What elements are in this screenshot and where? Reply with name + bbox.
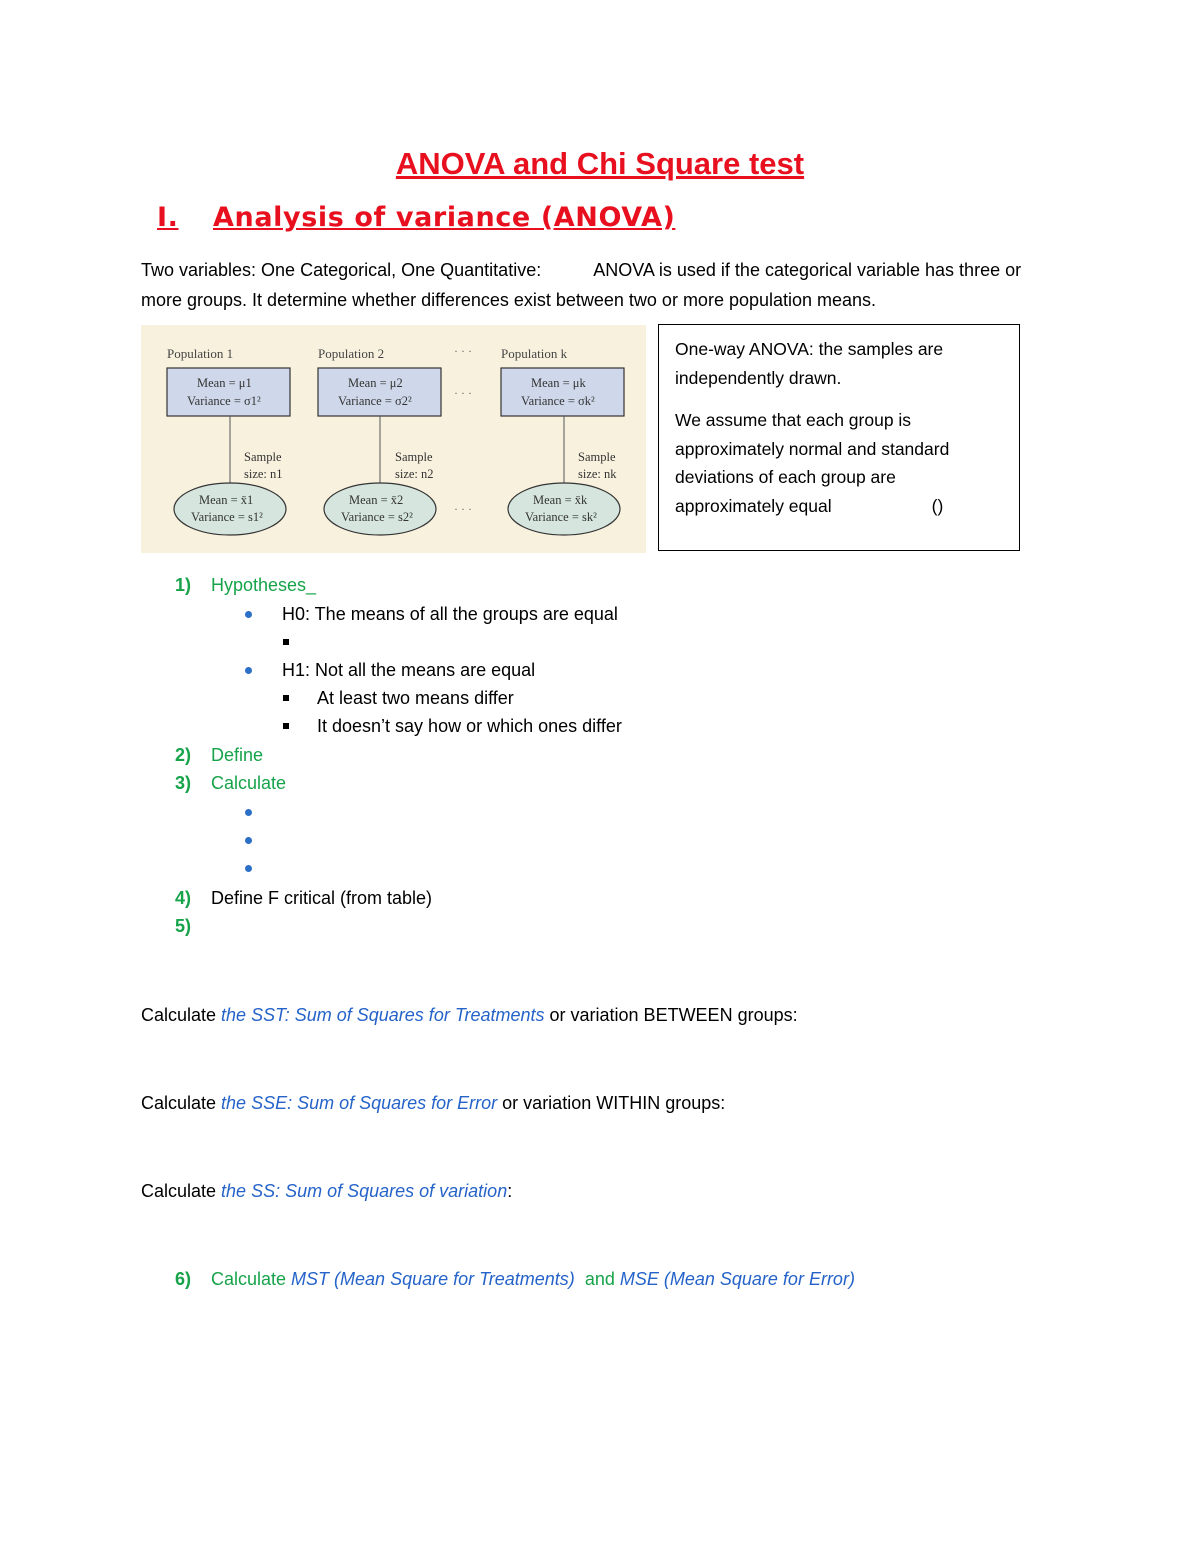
callout-paren: () [931,495,944,516]
step-6-mse: MSE (Mean Square for Error) [619,1269,855,1289]
document-title: ANOVA and Chi Square test [395,146,805,181]
section-title: Analysis of variance (ANOVA) [213,202,676,233]
step-2-number: 2) [175,745,192,765]
step-6-prefix: Calculate [211,1269,292,1289]
section-heading [157,202,675,233]
square-bullet-empty [283,639,289,645]
h1-detail-1: At least two means differ [317,688,514,708]
calc-sse-term: the SSE: Sum of Squares for Error [221,1093,498,1113]
calc-sst-line [141,1005,798,1026]
step-1-label: Hypotheses_ [211,575,317,595]
calc-sst-suffix: or variation BETWEEN groups: [544,1005,798,1025]
population-label-2: Population 2 [318,346,385,361]
sample-mean-k: Mean = x̄k [533,493,588,507]
step-1-number: 1) [175,575,192,595]
step-2-label: Define [211,745,264,765]
calc-sse-prefix: Calculate [141,1093,222,1113]
sample-label-1: Sample [244,450,282,464]
calc-sse-suffix: or variation WITHIN groups: [497,1093,726,1113]
calc-sst-term: the SST: Sum of Squares for Treatments [221,1005,545,1025]
sample-mean-2: Mean = x̄2 [349,493,404,507]
calc-bullet-2 [245,837,252,844]
ellipsis-mid: · · · [454,386,472,400]
sample-mean-1: Mean = x̄1 [199,493,254,507]
sample-variance-2: Variance = s2² [341,510,413,524]
sample-label-k: Sample [578,450,616,464]
population-mean-1: Mean = μ1 [197,376,252,390]
population-mean-k: Mean = μk [531,376,586,390]
square-bullet-1 [283,695,289,701]
h1-detail-2: It doesn’t say how or which ones differ [317,716,622,736]
ellipsis-top: · · · [454,344,472,358]
calc-bullet-1 [245,809,252,816]
step-6-number: 6) [175,1269,192,1289]
population-variance-1: Variance = σ1² [187,394,261,408]
square-bullet-2 [283,723,289,729]
step-4-label: Define F critical (from table) [211,888,433,908]
population-label-k: Population k [501,346,568,361]
step-6-and: and [574,1269,620,1289]
step-6-line [211,1269,855,1290]
sample-size-2: size: n2 [395,467,434,481]
hypothesis-h1: H1: Not all the means are equal [282,660,536,680]
sample-label-2: Sample [395,450,433,464]
sample-size-1: size: n1 [244,467,283,481]
calc-ss-prefix: Calculate [141,1181,222,1201]
sample-ellipse-2 [324,483,436,535]
ellipsis-bottom: · · · [454,502,472,516]
step-4-number: 4) [175,888,192,908]
step-3-number: 3) [175,773,192,793]
callout-paragraph-2-text: We assume that each group is approximately normal and standard deviations of each group are approximately equal [675,410,950,516]
intro-paragraph [141,255,1061,315]
population-label-1: Population 1 [167,346,234,361]
anova-figure [141,325,646,553]
bullet-h1 [245,667,252,674]
step-3-label: Calculate [211,773,287,793]
intro-part1: Two variables: One Categorical, One Quantitative: [141,260,542,280]
assumptions-callout [658,324,1020,551]
section-number: I. [157,202,179,233]
callout-paragraph-2 [675,406,1003,520]
population-variance-2: Variance = σ2² [338,394,412,408]
intro-part2: ANOVA is used if the categorical variable has three or more groups. It determine whether differences exist between two or more population means. [141,260,1022,310]
populations-diagram [141,325,646,553]
sample-variance-1: Variance = s1² [191,510,263,524]
sample-ellipse-k [508,483,620,535]
step-5-number: 5) [175,916,192,936]
step-6-mst: MST (Mean Square for Treatments) [291,1269,575,1289]
sample-size-k: size: nk [578,467,617,481]
bullet-h0 [245,611,252,618]
sample-variance-k: Variance = sk² [525,510,597,524]
calc-ss-suffix: : [507,1181,513,1201]
calc-ss-line [141,1181,512,1202]
calc-sst-prefix: Calculate [141,1005,222,1025]
callout-paragraph-1: One-way ANOVA: the samples are independently drawn. [675,339,944,388]
population-mean-2: Mean = μ2 [348,376,403,390]
calc-ss-term: the SS: Sum of Squares of variation [221,1181,508,1201]
hypothesis-h0: H0: The means of all the groups are equal [282,604,618,624]
calc-sse-line [141,1093,725,1114]
population-variance-k: Variance = σk² [521,394,595,408]
sample-ellipse-1 [174,483,286,535]
calc-bullet-3 [245,865,252,872]
